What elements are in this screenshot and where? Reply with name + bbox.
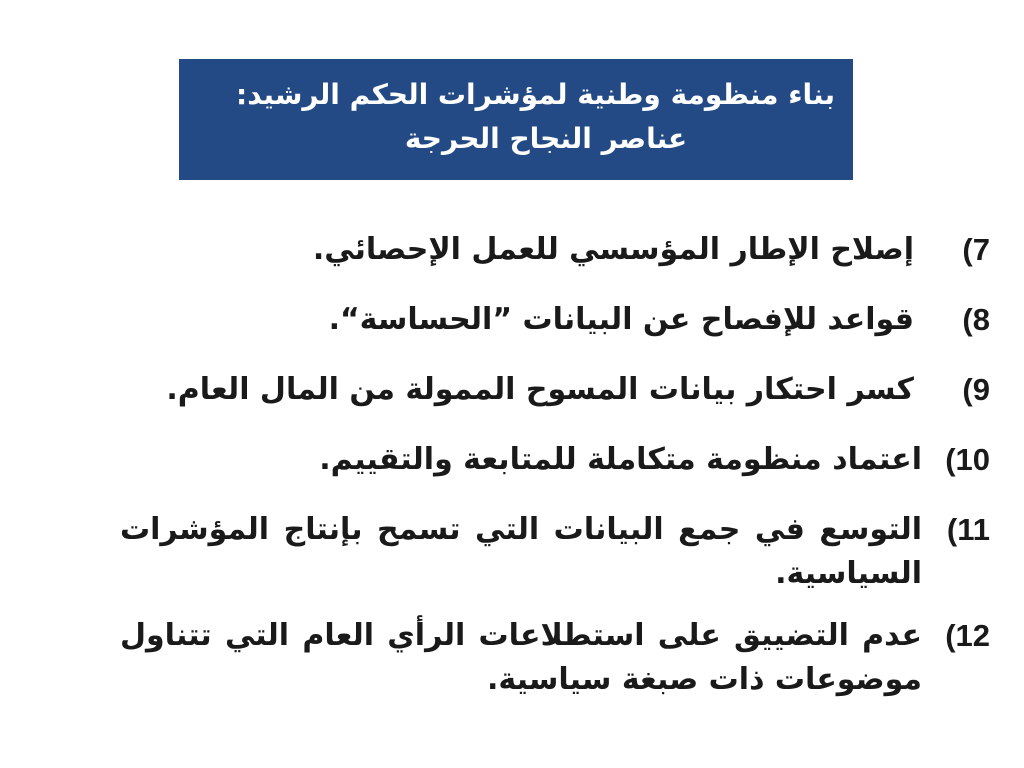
title-line-2: عناصر النجاح الحرجة [404, 122, 688, 155]
item-text: كسر احتكار بيانات المسوح الممولة من المال العام. [166, 372, 914, 407]
item-number: (8 [962, 302, 990, 337]
item-number: (7 [962, 232, 990, 267]
item-number: (11 [946, 512, 990, 547]
points-list [120, 228, 990, 720]
list-item-12 [120, 614, 990, 702]
list-item-7 [120, 228, 990, 272]
item-text: إصلاح الإطار المؤسسي للعمل الإحصائي. [312, 232, 914, 267]
item-text: قواعد للإفصاح عن البيانات ”الحساسة“. [328, 302, 914, 337]
list-item-11 [120, 508, 990, 596]
list-item-10 [120, 438, 990, 482]
list-item-8 [120, 298, 990, 342]
title-banner [179, 59, 853, 180]
item-text: اعتماد منظومة متكاملة للمتابعة والتقييم. [319, 442, 922, 477]
list-item-9 [120, 368, 990, 412]
title-line-1: بناء منظومة وطنية لمؤشرات الحكم الرشيد: [236, 78, 835, 111]
item-text: عدم التضييق على استطلاعات الرأي العام التي تتناول موضوعات ذات صبغة سياسية. [120, 618, 922, 697]
item-number: (9 [962, 372, 990, 407]
item-number: (12 [945, 618, 990, 653]
item-text: التوسع في جمع البيانات التي تسمح بإنتاج المؤشرات السياسية. [120, 512, 922, 591]
item-number: (10 [945, 442, 990, 477]
